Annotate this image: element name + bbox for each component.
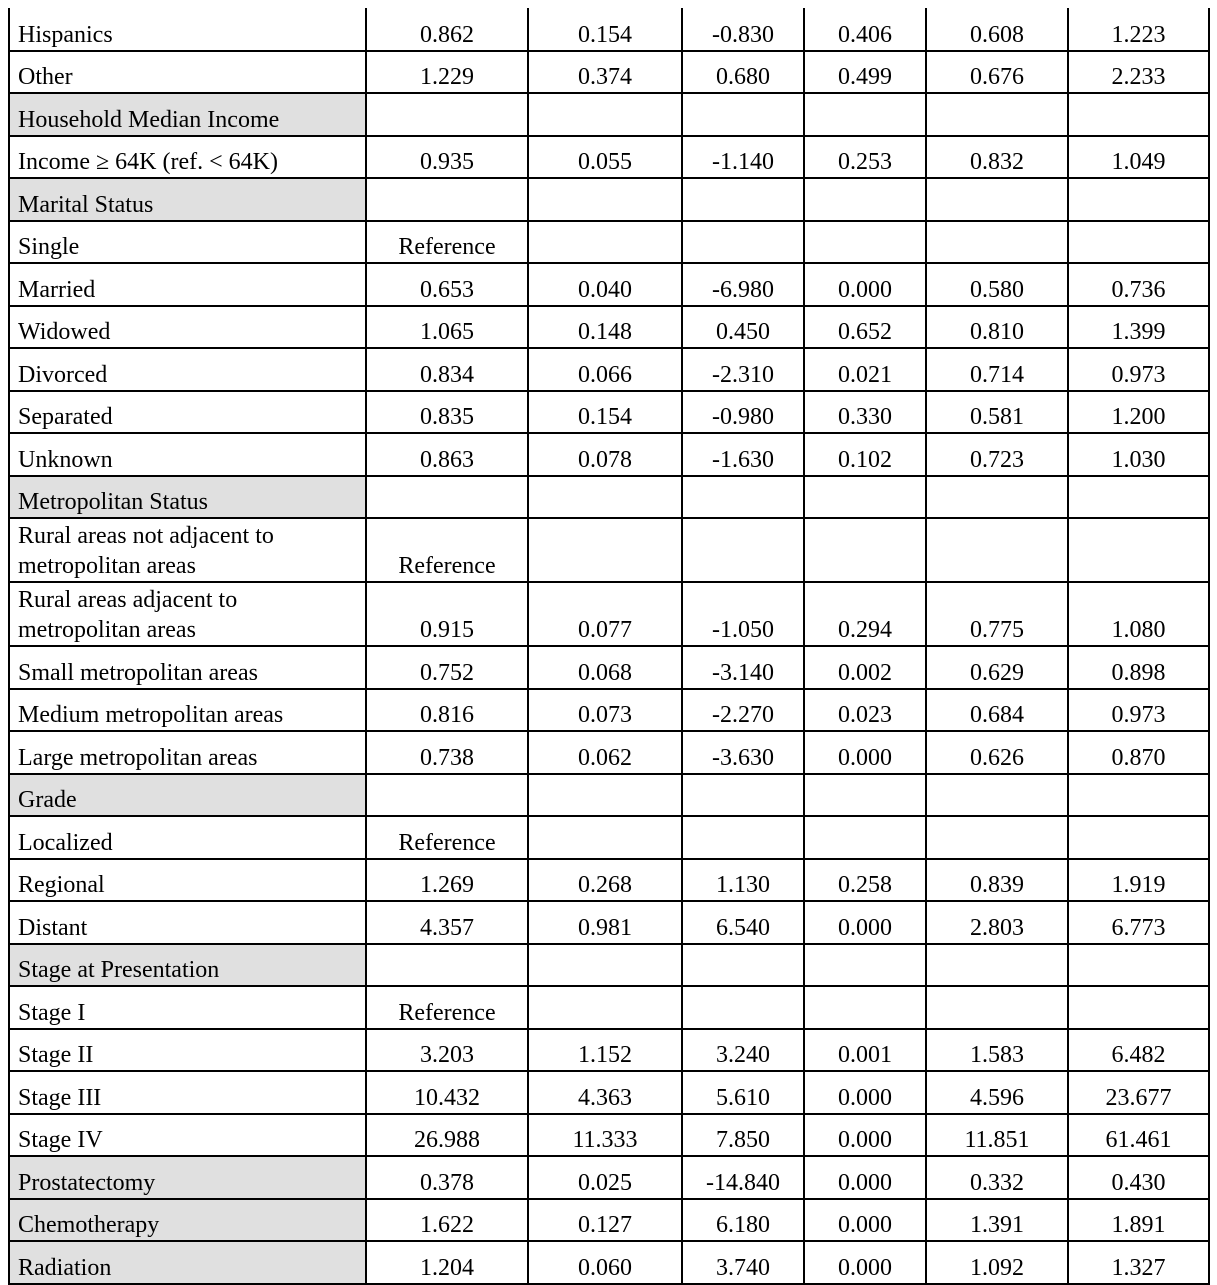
value-cell: 0.068: [528, 646, 682, 689]
value-cell: 0.253: [804, 136, 926, 179]
row-label-cell: Localized: [9, 816, 366, 859]
value-cell: 0.680: [682, 51, 804, 94]
value-cell: [804, 178, 926, 221]
value-cell: 0.581: [926, 391, 1068, 434]
value-cell: [682, 774, 804, 817]
value-cell: 10.432: [366, 1071, 528, 1114]
value-cell: -1.630: [682, 433, 804, 476]
row-label-cell: Stage II: [9, 1029, 366, 1072]
table-body: [9, 8, 1209, 1284]
value-cell: 0.330: [804, 391, 926, 434]
section-label-cell: Radiation: [9, 1241, 366, 1284]
value-cell: [926, 816, 1068, 859]
value-cell: [682, 221, 804, 264]
value-cell: 0.626: [926, 731, 1068, 774]
value-cell: 0.148: [528, 306, 682, 349]
section-label-cell: Stage at Presentation: [9, 944, 366, 987]
table-row: [9, 816, 1209, 859]
value-cell: 0.021: [804, 348, 926, 391]
value-cell: 0.062: [528, 731, 682, 774]
row-label-cell: Distant: [9, 901, 366, 944]
value-cell: [926, 221, 1068, 264]
section-header-row: [9, 774, 1209, 817]
value-cell: Reference: [366, 518, 528, 582]
value-cell: -14.840: [682, 1156, 804, 1199]
value-cell: 4.357: [366, 901, 528, 944]
value-cell: 0.000: [804, 1071, 926, 1114]
value-cell: 1.223: [1068, 8, 1209, 51]
value-cell: -6.980: [682, 263, 804, 306]
value-cell: 6.482: [1068, 1029, 1209, 1072]
section-label-cell: Prostatectomy: [9, 1156, 366, 1199]
value-cell: [926, 774, 1068, 817]
section-label-cell: Marital Status: [9, 178, 366, 221]
value-cell: 3.740: [682, 1241, 804, 1284]
value-cell: [528, 944, 682, 987]
value-cell: 26.988: [366, 1114, 528, 1157]
value-cell: [682, 178, 804, 221]
value-cell: [682, 476, 804, 519]
value-cell: 0.154: [528, 391, 682, 434]
value-cell: 0.835: [366, 391, 528, 434]
value-cell: 0.652: [804, 306, 926, 349]
value-cell: [1068, 178, 1209, 221]
value-cell: 0.374: [528, 51, 682, 94]
row-label-cell: Rural areas not adjacent to metropolitan areas: [9, 518, 366, 582]
value-cell: 1.152: [528, 1029, 682, 1072]
value-cell: [926, 93, 1068, 136]
section-header-row: [9, 178, 1209, 221]
value-cell: 0.102: [804, 433, 926, 476]
value-cell: 3.240: [682, 1029, 804, 1072]
value-cell: -0.830: [682, 8, 804, 51]
value-cell: 1.030: [1068, 433, 1209, 476]
value-cell: 11.333: [528, 1114, 682, 1157]
value-cell: [528, 986, 682, 1029]
value-cell: 11.851: [926, 1114, 1068, 1157]
value-cell: 0.000: [804, 731, 926, 774]
value-cell: 1.049: [1068, 136, 1209, 179]
value-cell: 1.204: [366, 1241, 528, 1284]
table-row: [9, 1029, 1209, 1072]
value-cell: 0.580: [926, 263, 1068, 306]
value-cell: -3.140: [682, 646, 804, 689]
value-cell: 0.629: [926, 646, 1068, 689]
row-label-cell: Regional: [9, 859, 366, 902]
value-cell: [1068, 93, 1209, 136]
row-label-cell: Stage IV: [9, 1114, 366, 1157]
value-cell: 7.850: [682, 1114, 804, 1157]
value-cell: [682, 93, 804, 136]
value-cell: [804, 93, 926, 136]
table-row: [9, 986, 1209, 1029]
value-cell: 0.499: [804, 51, 926, 94]
value-cell: 2.803: [926, 901, 1068, 944]
table-row: [9, 646, 1209, 689]
value-cell: 0.294: [804, 582, 926, 646]
value-cell: [1068, 518, 1209, 582]
value-cell: 3.203: [366, 1029, 528, 1072]
value-cell: 0.055: [528, 136, 682, 179]
table-row: [9, 221, 1209, 264]
value-cell: 0.653: [366, 263, 528, 306]
value-cell: [366, 774, 528, 817]
value-cell: 1.269: [366, 859, 528, 902]
value-cell: [528, 178, 682, 221]
value-cell: [682, 986, 804, 1029]
section-label-cell: Grade: [9, 774, 366, 817]
row-label-cell: Stage III: [9, 1071, 366, 1114]
value-cell: [528, 93, 682, 136]
section-label-cell: Household Median Income: [9, 93, 366, 136]
value-cell: [804, 518, 926, 582]
value-cell: 0.870: [1068, 731, 1209, 774]
section-header-row: [9, 1199, 1209, 1242]
value-cell: 1.891: [1068, 1199, 1209, 1242]
value-cell: 0.000: [804, 1241, 926, 1284]
value-cell: -2.310: [682, 348, 804, 391]
section-header-row: [9, 1241, 1209, 1284]
row-label-cell: Small metropolitan areas: [9, 646, 366, 689]
value-cell: 61.461: [1068, 1114, 1209, 1157]
value-cell: 1.092: [926, 1241, 1068, 1284]
table-row: [9, 391, 1209, 434]
value-cell: [1068, 944, 1209, 987]
value-cell: -1.140: [682, 136, 804, 179]
value-cell: [1068, 774, 1209, 817]
row-label-cell: Hispanics: [9, 8, 366, 51]
value-cell: [528, 518, 682, 582]
value-cell: 0.608: [926, 8, 1068, 51]
value-cell: [804, 774, 926, 817]
value-cell: [926, 476, 1068, 519]
row-label-cell: Large metropolitan areas: [9, 731, 366, 774]
value-cell: 0.154: [528, 8, 682, 51]
value-cell: 5.610: [682, 1071, 804, 1114]
row-label-cell: Married: [9, 263, 366, 306]
value-cell: 0.862: [366, 8, 528, 51]
value-cell: 0.834: [366, 348, 528, 391]
value-cell: 0.775: [926, 582, 1068, 646]
value-cell: 0.898: [1068, 646, 1209, 689]
value-cell: 4.363: [528, 1071, 682, 1114]
row-label-cell: Separated: [9, 391, 366, 434]
row-label-cell: Single: [9, 221, 366, 264]
value-cell: 0.268: [528, 859, 682, 902]
row-label-cell: Unknown: [9, 433, 366, 476]
value-cell: Reference: [366, 816, 528, 859]
table-row: [9, 689, 1209, 732]
value-cell: 0.000: [804, 901, 926, 944]
value-cell: [804, 221, 926, 264]
row-label-cell: Rural areas adjacent to metropolitan areas: [9, 582, 366, 646]
value-cell: 0.127: [528, 1199, 682, 1242]
value-cell: [804, 476, 926, 519]
value-cell: [804, 944, 926, 987]
value-cell: 1.229: [366, 51, 528, 94]
value-cell: 0.002: [804, 646, 926, 689]
table-row: [9, 348, 1209, 391]
value-cell: [366, 178, 528, 221]
value-cell: 1.130: [682, 859, 804, 902]
value-cell: 2.233: [1068, 51, 1209, 94]
value-cell: Reference: [366, 986, 528, 1029]
value-cell: 1.391: [926, 1199, 1068, 1242]
value-cell: [804, 816, 926, 859]
value-cell: 0.839: [926, 859, 1068, 902]
value-cell: 1.583: [926, 1029, 1068, 1072]
table-row: [9, 731, 1209, 774]
value-cell: 0.738: [366, 731, 528, 774]
row-label-cell: Other: [9, 51, 366, 94]
value-cell: [528, 476, 682, 519]
table-row: [9, 1114, 1209, 1157]
row-label-cell: Divorced: [9, 348, 366, 391]
table-row: [9, 263, 1209, 306]
table-row: [9, 901, 1209, 944]
regression-results-table: [8, 8, 1210, 1285]
value-cell: 0.077: [528, 582, 682, 646]
value-cell: 0.450: [682, 306, 804, 349]
value-cell: 0.066: [528, 348, 682, 391]
value-cell: [926, 944, 1068, 987]
value-cell: 0.025: [528, 1156, 682, 1199]
value-cell: 0.736: [1068, 263, 1209, 306]
value-cell: [926, 986, 1068, 1029]
value-cell: [366, 944, 528, 987]
value-cell: [682, 816, 804, 859]
value-cell: [682, 518, 804, 582]
value-cell: [366, 93, 528, 136]
value-cell: 1.919: [1068, 859, 1209, 902]
value-cell: 6.540: [682, 901, 804, 944]
value-cell: 0.935: [366, 136, 528, 179]
value-cell: 0.258: [804, 859, 926, 902]
value-cell: 0.078: [528, 433, 682, 476]
value-cell: 0.816: [366, 689, 528, 732]
value-cell: [926, 178, 1068, 221]
value-cell: [682, 944, 804, 987]
value-cell: 0.023: [804, 689, 926, 732]
value-cell: 0.810: [926, 306, 1068, 349]
table-row: [9, 8, 1209, 51]
value-cell: 0.684: [926, 689, 1068, 732]
value-cell: 0.000: [804, 1156, 926, 1199]
value-cell: 0.752: [366, 646, 528, 689]
value-cell: 0.378: [366, 1156, 528, 1199]
value-cell: 0.001: [804, 1029, 926, 1072]
section-header-row: [9, 476, 1209, 519]
value-cell: 0.000: [804, 1114, 926, 1157]
value-cell: [926, 518, 1068, 582]
section-header-row: [9, 1156, 1209, 1199]
value-cell: 0.915: [366, 582, 528, 646]
section-header-row: [9, 944, 1209, 987]
value-cell: 0.973: [1068, 689, 1209, 732]
section-label-cell: Chemotherapy: [9, 1199, 366, 1242]
value-cell: -0.980: [682, 391, 804, 434]
section-header-row: [9, 93, 1209, 136]
table-row: [9, 136, 1209, 179]
row-label-cell: Income ≥ 64K (ref. < 64K): [9, 136, 366, 179]
value-cell: [1068, 816, 1209, 859]
value-cell: 1.622: [366, 1199, 528, 1242]
value-cell: 0.676: [926, 51, 1068, 94]
value-cell: 0.981: [528, 901, 682, 944]
table-row: [9, 518, 1209, 582]
value-cell: 0.073: [528, 689, 682, 732]
value-cell: -2.270: [682, 689, 804, 732]
value-cell: [528, 774, 682, 817]
value-cell: [1068, 986, 1209, 1029]
section-label-cell: Metropolitan Status: [9, 476, 366, 519]
value-cell: [1068, 221, 1209, 264]
value-cell: [528, 221, 682, 264]
value-cell: 0.332: [926, 1156, 1068, 1199]
value-cell: 0.040: [528, 263, 682, 306]
value-cell: 0.060: [528, 1241, 682, 1284]
value-cell: 0.863: [366, 433, 528, 476]
value-cell: -3.630: [682, 731, 804, 774]
row-label-cell: Stage I: [9, 986, 366, 1029]
value-cell: 23.677: [1068, 1071, 1209, 1114]
value-cell: 1.200: [1068, 391, 1209, 434]
value-cell: -1.050: [682, 582, 804, 646]
value-cell: 0.430: [1068, 1156, 1209, 1199]
value-cell: [1068, 476, 1209, 519]
value-cell: 0.723: [926, 433, 1068, 476]
value-cell: 0.714: [926, 348, 1068, 391]
value-cell: [366, 476, 528, 519]
value-cell: 4.596: [926, 1071, 1068, 1114]
value-cell: 1.399: [1068, 306, 1209, 349]
value-cell: Reference: [366, 221, 528, 264]
row-label-cell: Medium metropolitan areas: [9, 689, 366, 732]
value-cell: 6.773: [1068, 901, 1209, 944]
value-cell: 1.080: [1068, 582, 1209, 646]
value-cell: 1.065: [366, 306, 528, 349]
value-cell: 6.180: [682, 1199, 804, 1242]
value-cell: 0.406: [804, 8, 926, 51]
value-cell: 0.000: [804, 1199, 926, 1242]
value-cell: 0.832: [926, 136, 1068, 179]
table-row: [9, 306, 1209, 349]
value-cell: 0.973: [1068, 348, 1209, 391]
table-row: [9, 51, 1209, 94]
table-row: [9, 859, 1209, 902]
value-cell: [804, 986, 926, 1029]
value-cell: 1.327: [1068, 1241, 1209, 1284]
value-cell: 0.000: [804, 263, 926, 306]
table-row: [9, 1071, 1209, 1114]
table-row: [9, 582, 1209, 646]
row-label-cell: Widowed: [9, 306, 366, 349]
table-row: [9, 433, 1209, 476]
value-cell: [528, 816, 682, 859]
